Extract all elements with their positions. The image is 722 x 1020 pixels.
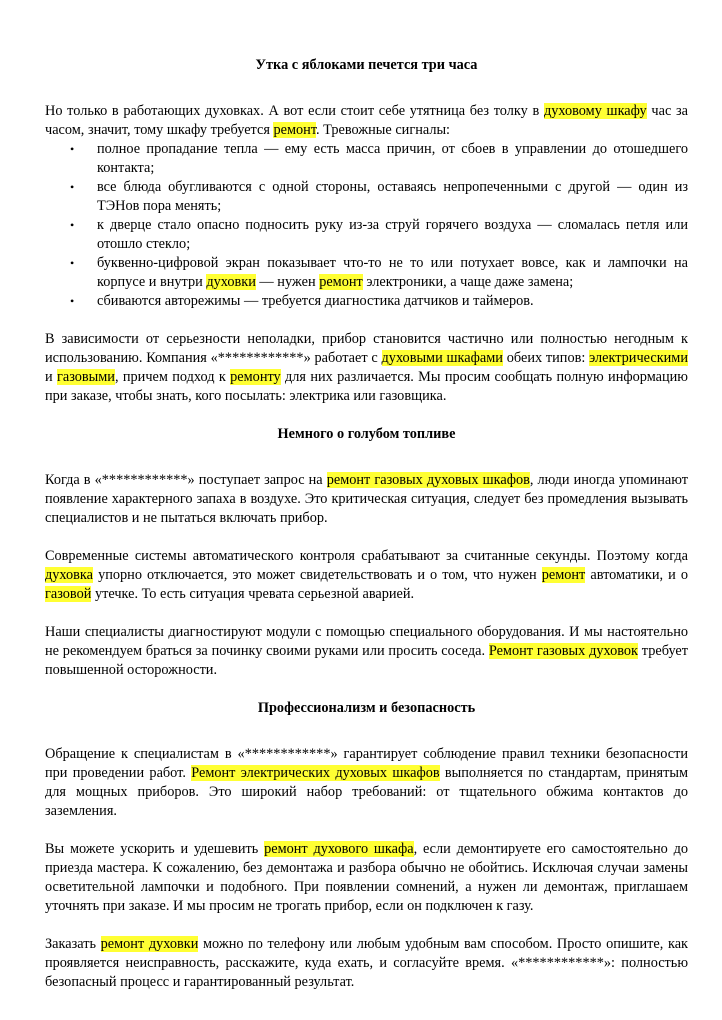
highlighted-keyword: ремонт bbox=[319, 274, 363, 290]
highlighted-keyword: духовки bbox=[206, 274, 256, 290]
highlighted-keyword: ремонт bbox=[541, 567, 586, 583]
bullet-list bbox=[45, 140, 688, 311]
paragraph: Но только в работающих духовках. А вот если стоит себе утятница без толку в духовому шкафу час за часом, значит, тому шкафу требуется ремонт. Тревожные сигналы: bbox=[45, 103, 688, 138]
highlighted-keyword: ремонт газовых духовых шкафов bbox=[326, 472, 530, 488]
paragraph: Заказать ремонт духовки можно по телефону или любым удобным вам способом. Просто опишите, как проявляется неисправность, расскажите, куда ехать, и согласуйте время. «************»: полностью безопасный процесс и гарантированный результат. bbox=[45, 936, 689, 990]
document-page bbox=[45, 56, 688, 992]
paragraph: Вы можете ускорить и удешевить ремонт духового шкафа, если демонтируете его самостоятельно до приезда мастера. К сожалению, без демонтажа и разбора обычно не обойтись. Исключая случаи замены осветительной лампочки и подобного. При появлении сомнений, а нужен ли демонтаж, приглашаем уточнять при заказе. И мы просим не трогать прибор, если он подключен к газу. bbox=[45, 841, 688, 914]
highlighted-keyword: ремонту bbox=[230, 369, 281, 385]
highlighted-keyword: духовка bbox=[45, 567, 94, 583]
highlighted-keyword: духовыми шкафами bbox=[381, 350, 503, 366]
list-item: • к дверце стало опасно подносить руку из-за струй горячего воздуха — сломалась петля или отошло стекло; bbox=[97, 216, 688, 254]
paragraph: Современные системы автоматического контроля срабатывают за считанные секунды. Поэтому когда духовка упорно отключается, это может свидетельствовать и о том, что нужен ремонт автоматики, и о газовой утечке. То есть ситуация чревата серьезной аварией. bbox=[45, 548, 688, 602]
paragraph: Наши специалисты диагностируют модули с помощью специального оборудования. И мы настоятельно не рекомендуем браться за починку своими руками или просить соседа. Ремонт газовых духовок требует повышенной осторожности. bbox=[45, 624, 689, 678]
highlighted-keyword: газовой bbox=[45, 586, 92, 602]
list-item: • буквенно-цифровой экран показывает что-то не то или потухает вовсе, как и лампочки на корпусе и внутри духовки — нужен ремонт электроники, а чаще даже замена; bbox=[97, 254, 688, 292]
highlighted-keyword: ремонт духовки bbox=[100, 936, 199, 952]
highlighted-keyword: духовому шкафу bbox=[543, 103, 647, 119]
highlighted-keyword: электрическими bbox=[589, 350, 688, 366]
highlighted-keyword: газовыми bbox=[56, 369, 115, 385]
highlighted-keyword: ремонт bbox=[273, 122, 316, 138]
section-title: Профессионализм и безопасность bbox=[257, 700, 476, 716]
section-title: Немного о голубом топливе bbox=[277, 426, 456, 442]
list-item: • сбиваются авторежимы — требуется диагностика датчиков и таймеров. bbox=[97, 292, 688, 311]
highlighted-keyword: Ремонт газовых духовок bbox=[488, 643, 638, 659]
list-item: • все блюда обугливаются с одной стороны, оставаясь непропеченными с другой — один из ТЭНов пора менять; bbox=[97, 178, 688, 216]
highlighted-keyword: ремонт духового шкафа bbox=[264, 841, 414, 857]
paragraph: В зависимости от серьезности неполадки, прибор становится частично или полностью негодным к использованию. Компания «************» работает с духовыми шкафами обеих типов: электрическими и газовыми, причем подход к ремонту для них различается. Мы просим сообщать полную информацию при заказе, чтобы знать, кого посылать: электрика или газовщика. bbox=[45, 331, 688, 404]
paragraph: Когда в «************» поступает запрос на ремонт газовых духовых шкафов, люди иногда упоминают появление характерного запаха в воздухе. Это критическая ситуация, следует без промедления вызывать специалистов и не пытаться включать прибор. bbox=[45, 472, 688, 526]
highlighted-keyword: Ремонт электрических духовых шкафов bbox=[191, 765, 440, 781]
paragraph: Обращение к специалистам в «************» гарантирует соблюдение правил техники безопасности при проведении работ. Ремонт электрических духовых шкафов выполняется по стандартам, принятым для мощных приборов. Это широкий набор требований: от тщательного обжима контактов до заземления. bbox=[45, 746, 688, 819]
list-item: • полное пропадание тепла — ему есть масса причин, от сбоев в управлении до отошедшего контакта; bbox=[97, 140, 688, 178]
section-title: Утка с яблоками печется три часа bbox=[255, 57, 478, 73]
